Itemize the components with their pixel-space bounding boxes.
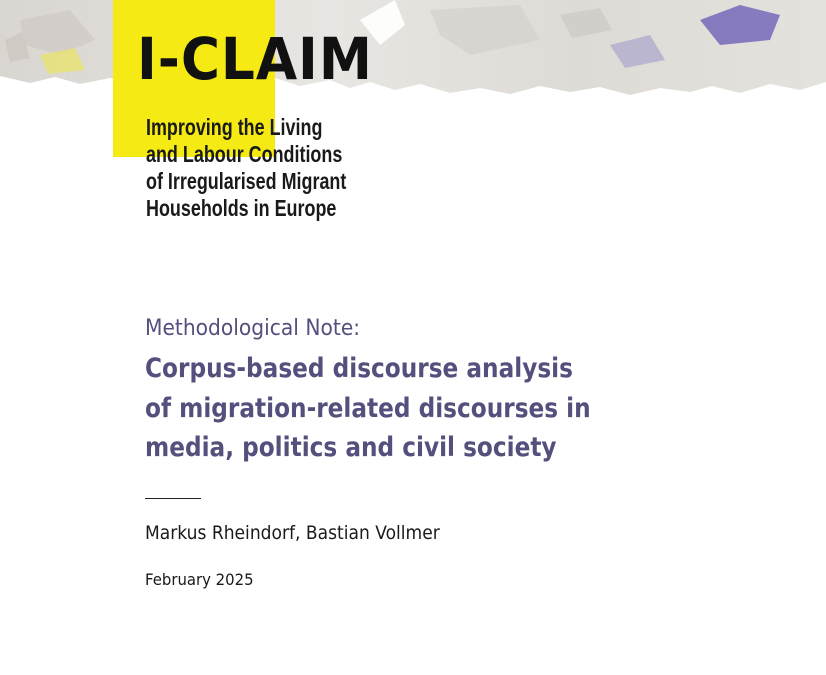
i-claim-logo: I-CLAIM: [137, 25, 373, 93]
document-type-label: Methodological Note:: [145, 316, 361, 341]
divider-rule: [145, 498, 201, 499]
document-title: [145, 349, 627, 468]
authors: Markus Rheindorf, Bastian Vollmer: [145, 522, 440, 544]
project-subtitle-line: of Irregularised Migrant: [146, 168, 347, 194]
project-subtitle-line: Households in Europe: [146, 195, 337, 221]
project-subtitle-line: Improving the Living: [146, 114, 323, 140]
project-subtitle: [146, 114, 380, 222]
project-subtitle-line: and Labour Conditions: [146, 141, 343, 167]
publication-date: February 2025: [145, 570, 254, 589]
document-title-line: Corpus-based discourse analysis: [145, 353, 573, 384]
document-title-line: of migration-related discourses in: [145, 392, 591, 424]
document-title-line: media, politics and civil society: [145, 432, 557, 463]
